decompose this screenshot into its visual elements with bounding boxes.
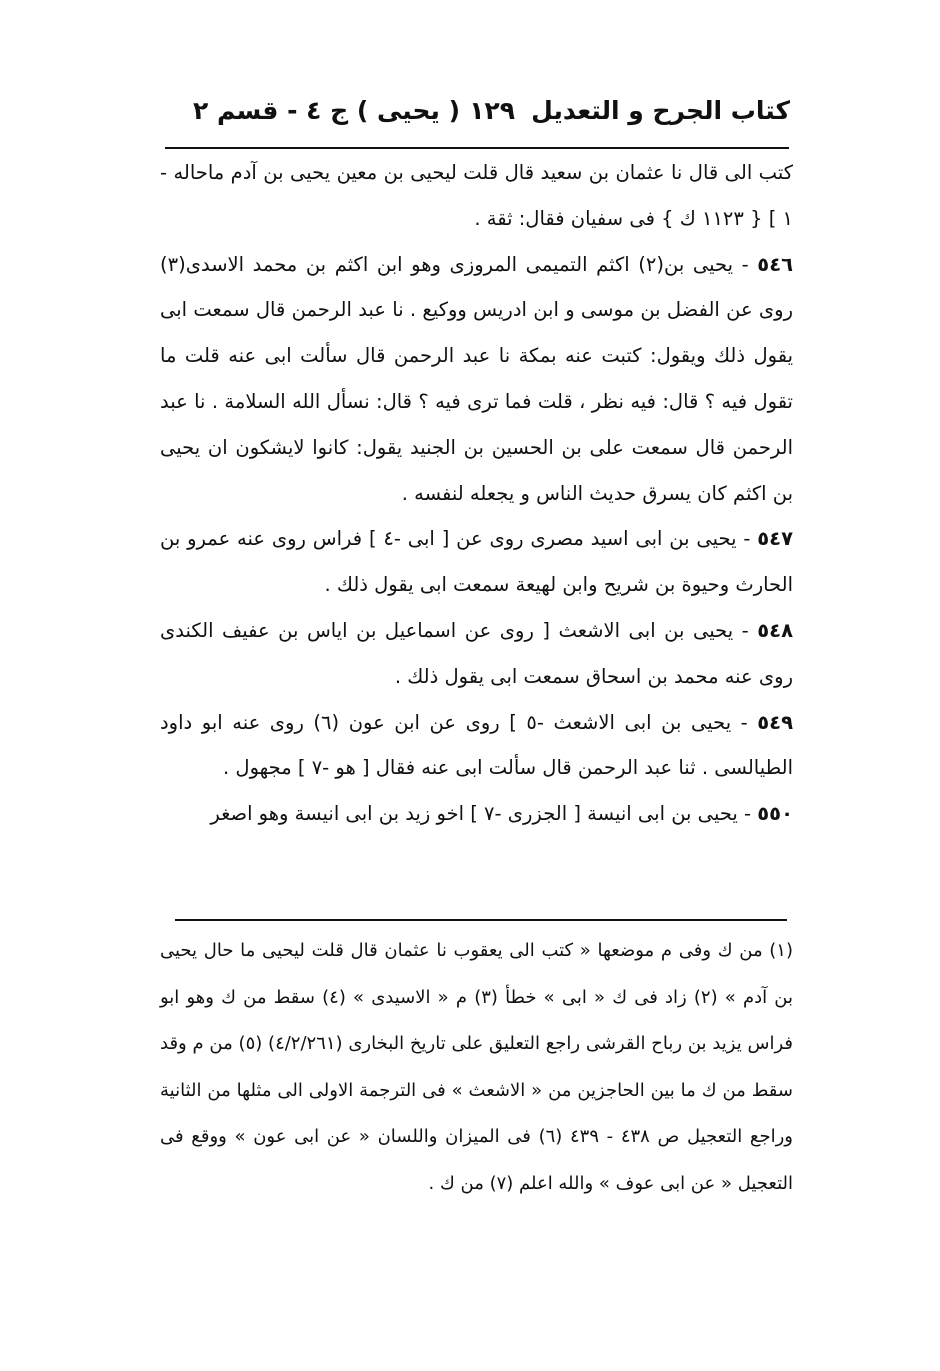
entry-548 <box>160 608 793 700</box>
footnote-text: (١) من ك وفى م موضعها « كتب الى يعقوب نا عثمان قال قلت ليحيى ما حال يحيى بن آدم » (٢) زاد فى ك « ابى » خطأ (٣) م « الاسيدى » (٤) سقط من ك وهو ابو فراس يزيد بن رباح القرشى راجع التعليق على تاريخ البخارى (٤/٢/٢٦١) (٥) من م وقد سقط من ك ما بين الحاجزين من « الاشعث » فى الترجمة الاولى الى مثلها من الثانية وراجع التعجيل ص ٤٣٨ - ٤٣٩ (٦) فى الميزان واللسان « عن ابى عون » ووقع فى التعجيل « عن ابى عوف » والله اعلم (٧) من ك . <box>160 940 794 1194</box>
entry-number: ٥٤٧ <box>757 527 793 551</box>
volume-part: ( يحيى ) ج ٤ - قسم ٢ <box>193 96 461 125</box>
footnote-block <box>160 928 793 1207</box>
entry-number: ٥٤٨ <box>757 618 793 642</box>
entry-547 <box>160 516 793 608</box>
entry-text: - يحيى بن ابى الاشعث [ روى عن اسماعيل بن اياس بن عفيف الكندى روى عنه محمد بن اسحاق سمعت ابى يقول ذلك . <box>160 618 793 688</box>
entry-text: - يحيى بن ابى الاشعث -٥ ] روى عن ابن عون (٦) روى عنه ابو داود الطيالسى . ثنا عبد الرحمن قال سألت ابى عنه فقال [ هو -٧ ] مجهول . <box>160 710 793 780</box>
entry-text: - يحيى بن(٢) اكثم التميمى المروزى وهو ابن اكثم بن محمد الاسدى(٣) روى عن الفضل بن موسى و ابن ادريس ووكيع . نا عبد الرحمن قال سمعت ابى يقول ذلك ويقول: كتبت عنه بمكة نا عبد الرحمن قال سألت ابى عنه قلت ما تقول فيه ؟ قال: فيه نظر ، قلت فما ترى فيه ؟ قال: نسأل الله السلامة . نا عبد الرحمن قال سمعت على بن الحسين بن الجنيد يقول: كانوا لايشكون ان يحيى بن اكثم كان يسرق حديث الناس و يجعله لنفسه . <box>160 252 793 505</box>
entry-number: ٥٤٩ <box>757 710 793 734</box>
page-number: ١٢٩ <box>469 96 515 125</box>
entry-number: ٥٤٦ <box>757 252 794 276</box>
entry-550 <box>160 791 793 837</box>
entry-549 <box>160 700 793 792</box>
footnote-rule <box>175 919 787 921</box>
book-title: كتاب الجرح و التعديل <box>531 96 790 125</box>
paragraph-text: كتب الى قال نا عثمان بن سعيد قال قلت ليحيى بن معين يحيى بن آدم ماحاله - ١ ] { ١١٢٣ ك } فى سفيان فقال: ثقة . <box>160 161 793 230</box>
entry-text: - يحيى بن ابى اسيد مصرى روى عن [ ابى -٤ ] فراس روى عنه عمرو بن الحارث وحيوة بن شريح وابن لهيعة سمعت ابى يقول ذلك . <box>160 527 793 597</box>
entry-text: - يحيى بن ابى انيسة [ الجزرى -٧ ] اخو زيد بن ابى انيسة وهو اصغر <box>210 802 752 826</box>
header-rule <box>165 147 789 149</box>
entry-546 <box>160 242 793 517</box>
entry-number: ٥٥٠ <box>757 802 793 826</box>
paragraph-continuation <box>160 150 793 242</box>
running-header <box>165 90 790 140</box>
main-text <box>160 150 793 837</box>
footnotes <box>160 928 793 1207</box>
